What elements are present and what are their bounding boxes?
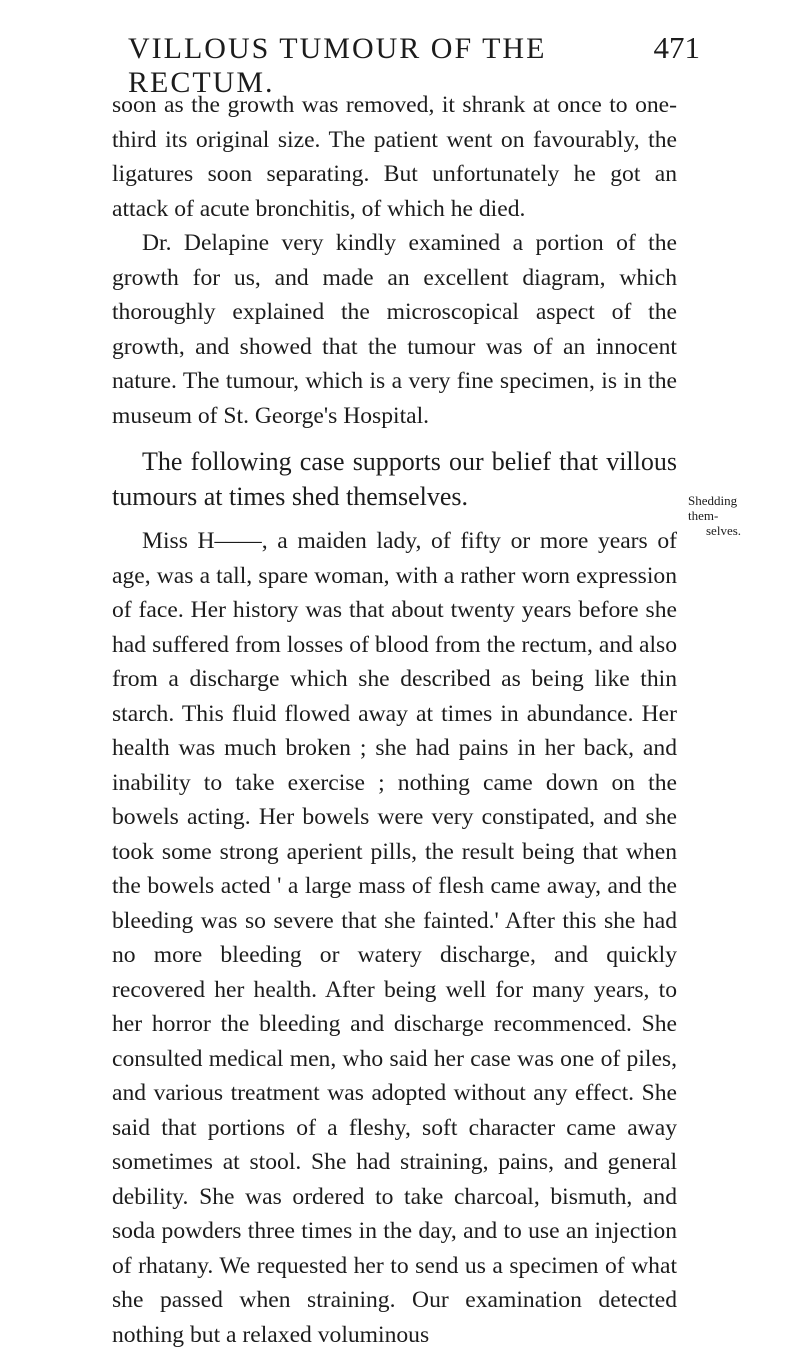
paragraph-delapine: Dr. Delapine very kindly examined a portion of the growth for us, and made an excellent diagram, which thoroughly explained the microscopical aspect of the growth, and showed that the tumour was of an innocent nature. The tumour, which is a very fine specimen, is in the museum of St. George's Hospital.: [112, 230, 677, 429]
page-number: 471: [653, 30, 700, 65]
margin-note-line: them-: [688, 508, 719, 523]
margin-note-line: selves.: [706, 523, 742, 538]
running-head: VILLOUS TUMOUR OF THE RECTUM.: [128, 32, 547, 99]
paragraph-following-case: The following case supports our belief that villous tumours at times shed themselves.: [112, 447, 677, 511]
body-text: [112, 88, 677, 1352]
margin-note: [688, 493, 796, 538]
paragraph-growth-removed: soon as the growth was removed, it shrank at once to one-third its original size. The patient went on favourably, the ligatures soon separating. But unfortunately he got an attack of acute bronchitis, of which he died.: [112, 92, 677, 222]
margin-note-line: Shedding: [688, 493, 738, 508]
paragraph-case-history: Miss H——, a maiden lady, of fifty or more years of age, was a tall, spare woman, with a rather worn expression of face. Her history was that about twenty years before she had suffered from losses of blood from the rectum, and also from a discharge which she described as being like thin starch. This fluid flowed away at times in abundance. Her health was much broken ; she had pains in her back, and inability to take exercise ; nothing came down on the bowels acting. Her bowels were very constipated, and she took some strong aperient pills, the result being that when the bowels acted ' a large mass of flesh came away, and the bleeding was so severe that she fainted.' After this she had no more bleeding or watery discharge, and quickly recovered her health. After being well for many years, to her horror the bleeding and discharge recommenced. She consulted medical men, who said her case was one of piles, and various treatment was adopted without any effect. She said that portions of a fleshy, soft character came away sometimes at stool. She had straining, pains, and general debility. She was ordered to take charcoal, bismuth, and soda powders three times in the day, and to use an injection of rhatany. We requested her to send us a specimen of what she passed when straining. Our examination detected nothing but a relaxed voluminous: [112, 528, 677, 1348]
